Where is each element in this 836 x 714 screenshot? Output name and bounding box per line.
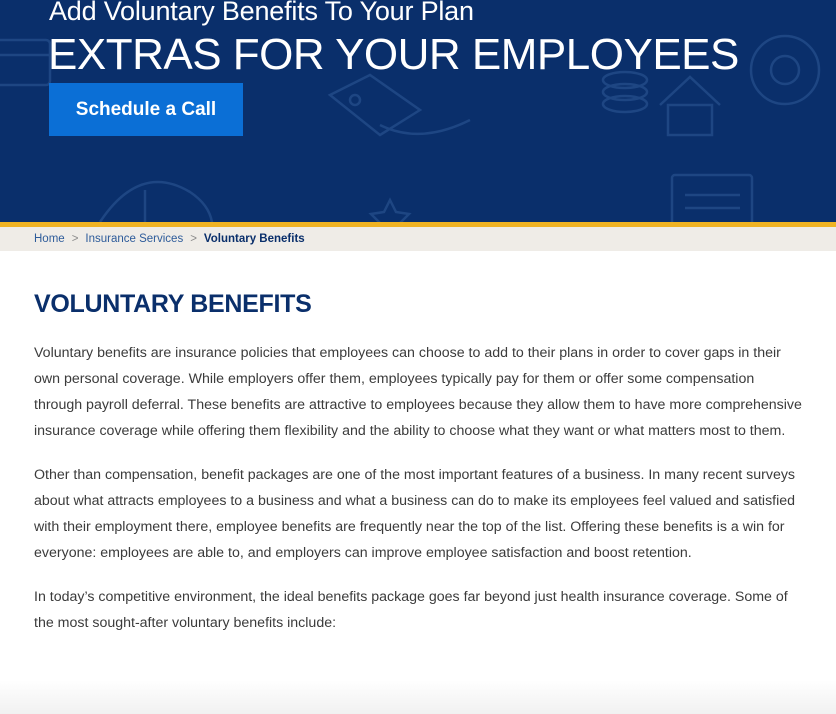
breadcrumb-current: Voluntary Benefits	[203, 233, 305, 245]
house-icon	[660, 77, 720, 135]
body-paragraph: Other than compensation, benefit packages are one of the most important features of a business. In many recent surveys about what attracts employees to a business and what a business can do to make its employees feel valued and satisfied with their employment there, employee benefits are frequently near the top of the list. Offering these benefits is a win for everyone: employees are able to, and employers can improve employee satisfaction and boost retention.	[34, 467, 796, 561]
main-content	[34, 290, 804, 654]
document-icon	[672, 175, 752, 222]
hero-title: EXTRAS FOR YOUR EMPLOYEES	[48, 30, 739, 79]
star-icon	[371, 200, 409, 222]
breadcrumb	[0, 227, 836, 251]
body-paragraph: In today’s competitive environment, the ideal benefits package goes far beyond just health insurance coverage. Some of the most sought-after voluntary benefits include:	[34, 589, 788, 631]
breadcrumb-home-link[interactable]: Home	[34, 233, 65, 245]
gear-icon	[751, 36, 819, 104]
schedule-call-button[interactable]: Schedule a Call	[49, 83, 243, 136]
scroll-fade	[0, 680, 836, 714]
umbrella-icon	[100, 182, 213, 222]
breadcrumb-insurance-services-link[interactable]: Insurance Services	[85, 233, 184, 245]
hero-subtitle: Add Voluntary Benefits To Your Plan	[49, 0, 474, 26]
hero-banner	[0, 0, 836, 222]
wallet-icon	[0, 40, 50, 85]
breadcrumb-separator: >	[190, 233, 197, 245]
money-tag-icon	[330, 75, 470, 135]
breadcrumb-separator: >	[71, 233, 79, 245]
page-title: VOLUNTARY BENEFITS	[34, 290, 312, 318]
body-paragraph: Voluntary benefits are insurance policies that employees can choose to add to their plans in order to cover gaps in their own personal coverage. While employers offer them, employees typically pay for them or offer some compensation through payroll deferral. These benefits are attractive to employees because they allow them to have more comprehensive insurance coverage while offering them flexibility and the ability to choose what they want or what matters most to them.	[34, 345, 802, 439]
